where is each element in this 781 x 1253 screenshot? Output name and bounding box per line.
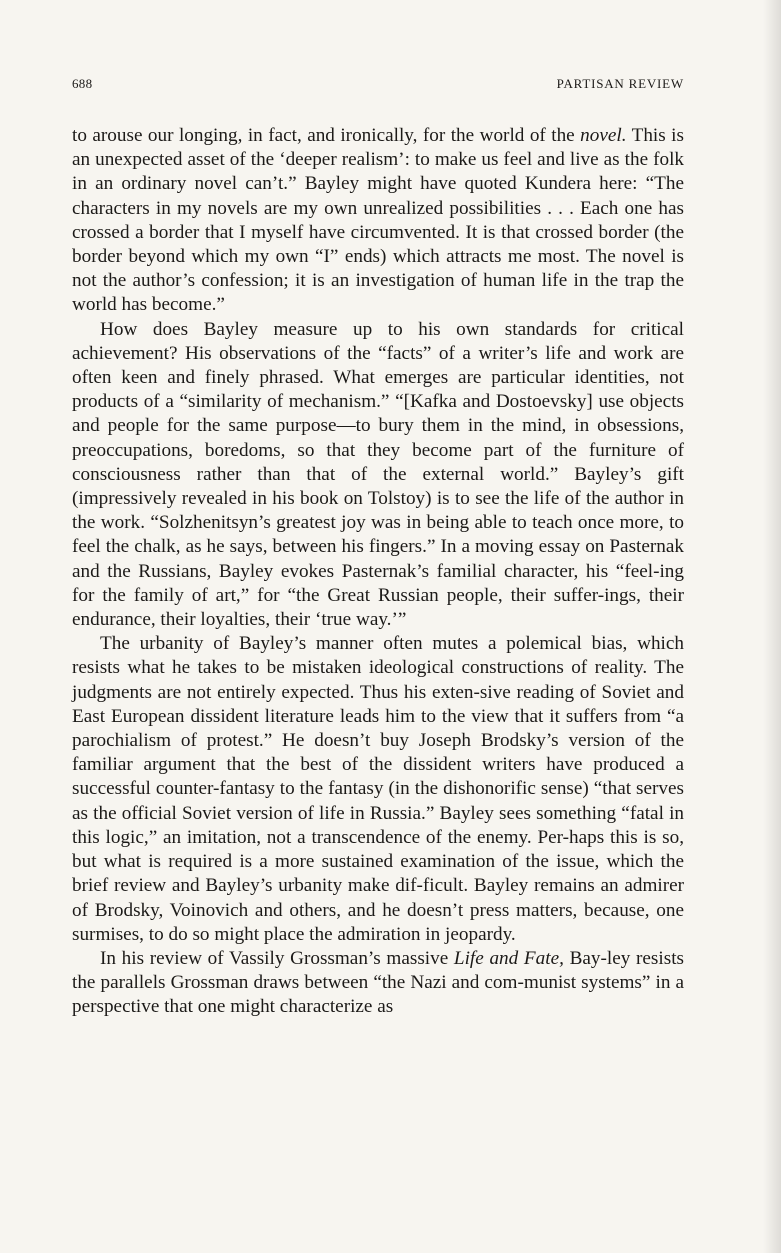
paragraph-text: In his review of Vassily Grossman’s massive xyxy=(100,947,454,969)
article-body xyxy=(72,124,684,1020)
paragraph-text: This is an unexpected asset of the ‘deeper realism’: to make us feel and live as the folk in an ordinary novel can’t.” Bayley might have quoted Kundera here: “The characters in my novels are my own unrealized possibilities . . . Each one has crossed a border that I myself have circumvented. It is that crossed border (the border beyond which my own “I” ends) which attracts me most. The novel is not the author’s confession; it is an investigation of human life in the trap the world has become.” xyxy=(72,125,684,316)
paragraph-text: to arouse our longing, in fact, and ironically, for the world of the xyxy=(72,125,581,146)
italic-title: novel. xyxy=(580,125,627,146)
paragraph-3 xyxy=(72,632,684,947)
paragraph-text: Bay-ley resists the parallels Grossman draws between “the Nazi and com-munist systems” in a perspective that one might characterize as xyxy=(72,947,684,1018)
page-edge-shadow xyxy=(763,0,781,1253)
paragraph-2 xyxy=(72,318,684,633)
paragraph-4 xyxy=(72,947,684,1020)
paragraph-text: The urbanity of Bayley’s manner often mutes a polemical bias, which resists what he takes to be mistaken ideological constructions of reality. The judgments are not entirely expected. Thus his exten-sive reading of Soviet and East European dissident literature leads him to the view that it suffers from “a parochialism of protest.” He doesn’t buy Joseph Brodsky’s version of the familiar argument that the best of the dissident writers have produced a successful counter-fantasy to the fantasy (in the dishonorific sense) “that serves as the official Soviet version of life in Russia.” Bayley sees something “fatal in this logic,” an imitation, not a transcendence of the enemy. Per-haps this is so, but what is required is a more sustained examination of the issue, which the brief review and Bayley’s urbanity make dif-ficult. Bayley remains an admirer of Brodsky, Voinovich and others, and he doesn’t press matters, because, one surmises, to do so might place the admiration in jeopardy. xyxy=(72,633,684,945)
paragraph-text: How does Bayley measure up to his own standards for critical achievement? His observations of the “facts” of a writer’s life and work are often keen and finely phrased. What emerges are particular identities, not products of a “similarity of mechanism.” “[Kafka and Dostoevsky] use objects and people for the same purpose—to bury them in the mind, in obsessions, preoccupations, boredoms, so that they become part of the furniture of consciousness rather than that of the external world.” Bayley’s gift (impressively revealed in his book on Tolstoy) is to see the life of the author in the work. “Solzhenitsyn’s greatest joy was in being able to teach once more, to feel the chalk, as he says, between his fingers.” In a moving essay on Pasternak and the Russians, Bayley evokes Pasternak’s familial character, his “feel-ing for the family of art,” for “the Great Russian people, their suffer-ings, their endurance, their loyalties, their ‘true way.’” xyxy=(72,318,684,631)
running-header xyxy=(72,76,684,92)
running-title: PARTISAN REVIEW xyxy=(556,76,684,91)
paragraph-1 xyxy=(72,124,684,318)
page-number: 688 xyxy=(72,76,93,91)
italic-title: Life and Fate, xyxy=(453,947,564,969)
